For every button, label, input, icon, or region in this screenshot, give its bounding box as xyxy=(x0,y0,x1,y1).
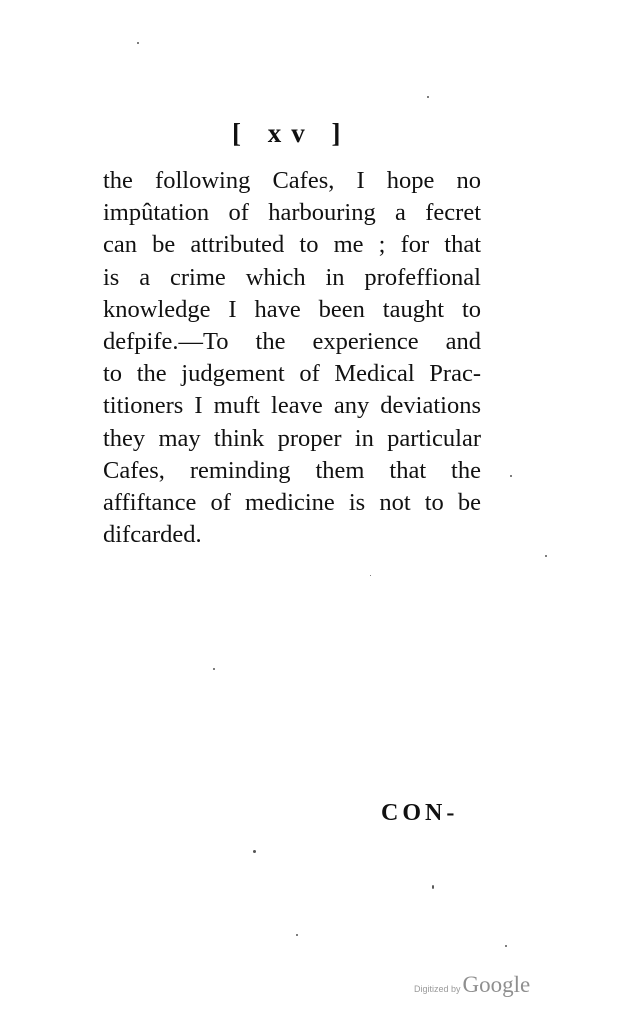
watermark-brand: Google xyxy=(462,972,531,997)
body-text xyxy=(103,165,481,551)
scan-speck xyxy=(427,96,429,98)
text-line: affiftance of medicine is not to be xyxy=(103,488,481,516)
scan-speck xyxy=(545,555,547,557)
text-line: to the judgement of Medical Prac- xyxy=(103,360,481,388)
scan-speck xyxy=(253,850,256,853)
scan-speck xyxy=(510,475,512,477)
text-line: is a crime which in profeffional xyxy=(103,263,481,291)
watermark-prefix: Digitized by xyxy=(414,984,461,994)
scan-speck xyxy=(213,668,215,670)
text-line: knowledge I have been taught to xyxy=(103,295,481,323)
text-line: defpife.—To the experience and xyxy=(103,327,481,355)
page-number: [ xv ] xyxy=(232,118,351,148)
scan-speck xyxy=(137,42,139,44)
text-line: Cafes, reminding them that the xyxy=(103,456,481,484)
scan-speck xyxy=(296,934,298,936)
digitized-watermark xyxy=(414,972,530,998)
text-line: the following Cafes, I hope no xyxy=(103,167,481,194)
scan-speck xyxy=(432,885,434,889)
scan-speck xyxy=(505,945,507,947)
text-line: can be attributed to me ; for that xyxy=(103,231,481,259)
text-line: impûtation of harbouring a fecret xyxy=(103,199,481,227)
scan-speck xyxy=(370,575,371,576)
catchword: CON- xyxy=(381,800,459,826)
text-line: titioners I muft leave any deviations xyxy=(103,392,481,420)
text-line: they may think proper in particular xyxy=(103,424,481,452)
text-line: difcarded. xyxy=(103,521,202,549)
